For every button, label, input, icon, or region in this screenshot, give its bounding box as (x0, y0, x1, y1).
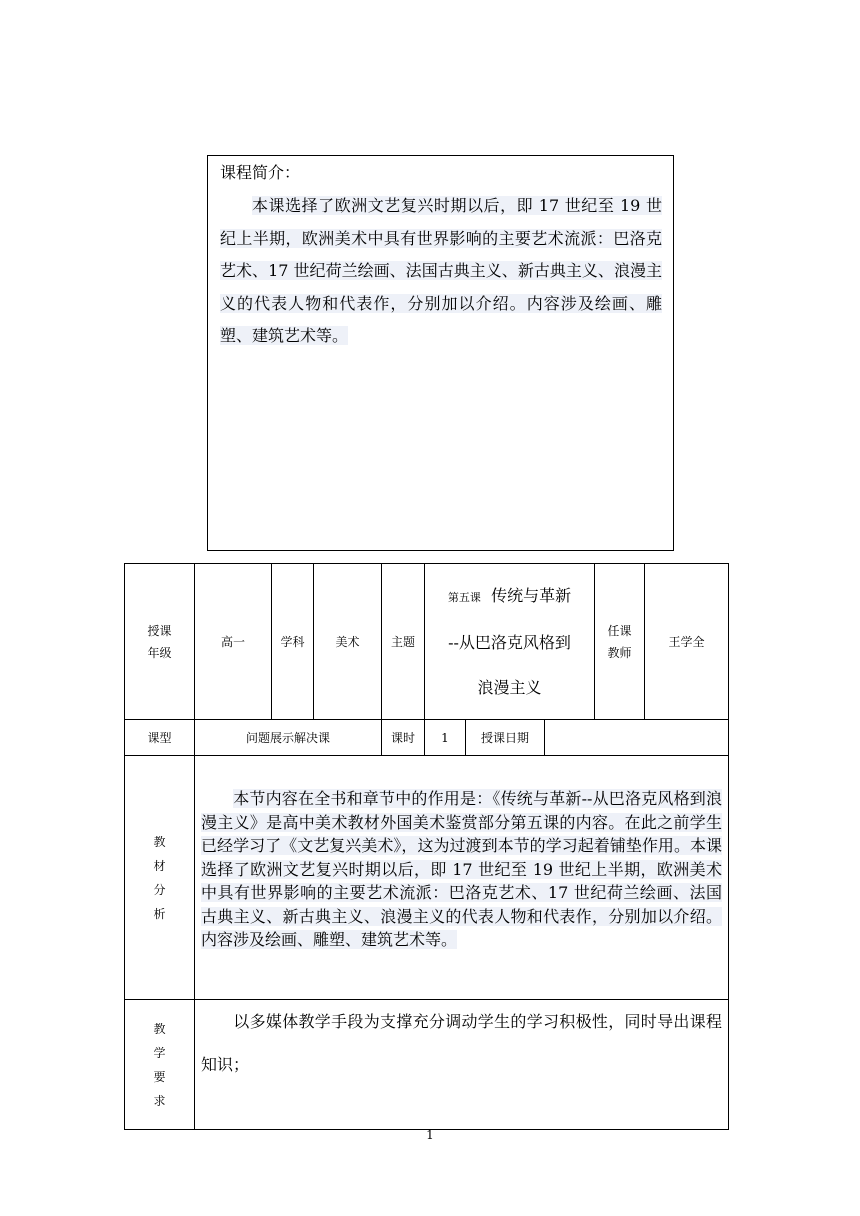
analysis-text: 本节内容在全书和章节中的作用是：《传统与革新--从巴洛克风格到浪漫主义》是高中美术教材外国美术鉴赏部分第五课的内容。在此之前学生已经学习了《文艺复兴美术》，这为过渡到本节的学习起着铺垫作用。本课选择了欧洲文艺复兴时期以后，即 17 世纪至 19 世纪上半期，欧洲美术中具有世界影响的主要艺术流派：巴洛克艺术、17 世纪荷兰绘画、法国古典主义、新古典主义、浪漫主义的代表人物和代表作，分别加以介绍。内容涉及绘画、雕塑、建筑艺术等。 (201, 789, 723, 950)
period-value-and-date-label (425, 720, 545, 756)
subject-label: 学科 (272, 564, 314, 720)
analysis-label-char: 分 (153, 882, 166, 897)
teacher-value: 王学全 (645, 564, 729, 720)
analysis-row (125, 756, 729, 1000)
date-value (545, 720, 729, 756)
grade-label-line2: 年级 (147, 645, 172, 660)
teacher-label-line1: 任课 (607, 623, 632, 638)
requirements-row (125, 1000, 729, 1130)
course-intro-body: 本课选择了欧洲文艺复兴时期以后，即 17 世纪至 19 世纪上半期，欧洲美术中具有世界影响的主要艺术流派：巴洛克艺术、17 世纪荷兰绘画、法国古典主义、新古典主义、浪漫主义的代表人物和代表作，分别加以介绍。内容涉及绘画、雕塑、建筑艺术等。 (220, 196, 662, 345)
lesson-plan-table (124, 563, 729, 1130)
topic-title-line2: --从巴洛克风格到 (448, 633, 571, 652)
subject-value: 美术 (314, 564, 382, 720)
analysis-label (125, 756, 195, 1000)
topic-label: 主题 (382, 564, 425, 720)
teacher-label-line2: 教师 (607, 645, 632, 660)
requirements-label-char: 学 (153, 1045, 166, 1060)
requirements-content (195, 1000, 729, 1130)
course-intro-box (207, 155, 674, 551)
analysis-label-char: 析 (153, 906, 166, 921)
lesson-type-label: 课型 (125, 720, 195, 756)
analysis-label-char: 教 (153, 834, 166, 849)
date-label: 授课日期 (480, 730, 529, 745)
lesson-type-value: 问题展示解决课 (195, 720, 382, 756)
teacher-label (595, 564, 645, 720)
topic-value (425, 564, 595, 720)
period-label: 课时 (382, 720, 425, 756)
requirements-label (125, 1000, 195, 1130)
grade-value: 高一 (195, 564, 272, 720)
period-value: 1 (425, 720, 466, 755)
requirements-label-char: 求 (153, 1093, 166, 1108)
info-row (125, 564, 729, 720)
page-number: 1 (426, 1128, 434, 1142)
requirements-label-char: 教 (153, 1021, 166, 1036)
lesson-meta-row (125, 720, 729, 756)
analysis-content (195, 756, 729, 1000)
topic-lesson: 第五课 (447, 591, 481, 604)
grade-label-line1: 授课 (147, 623, 172, 638)
course-intro-heading: 课程简介： (220, 163, 301, 182)
grade-label (125, 564, 195, 720)
requirements-label-char: 要 (153, 1069, 166, 1084)
course-intro-text (220, 190, 662, 353)
analysis-label-char: 材 (153, 858, 166, 873)
topic-title-line3: 浪漫主义 (477, 678, 542, 697)
requirements-text: 以多媒体教学手段为支撑充分调动学生的学习积极性，同时导出课程知识； (201, 1012, 723, 1074)
topic-title-line1: 传统与革新 (491, 586, 572, 605)
